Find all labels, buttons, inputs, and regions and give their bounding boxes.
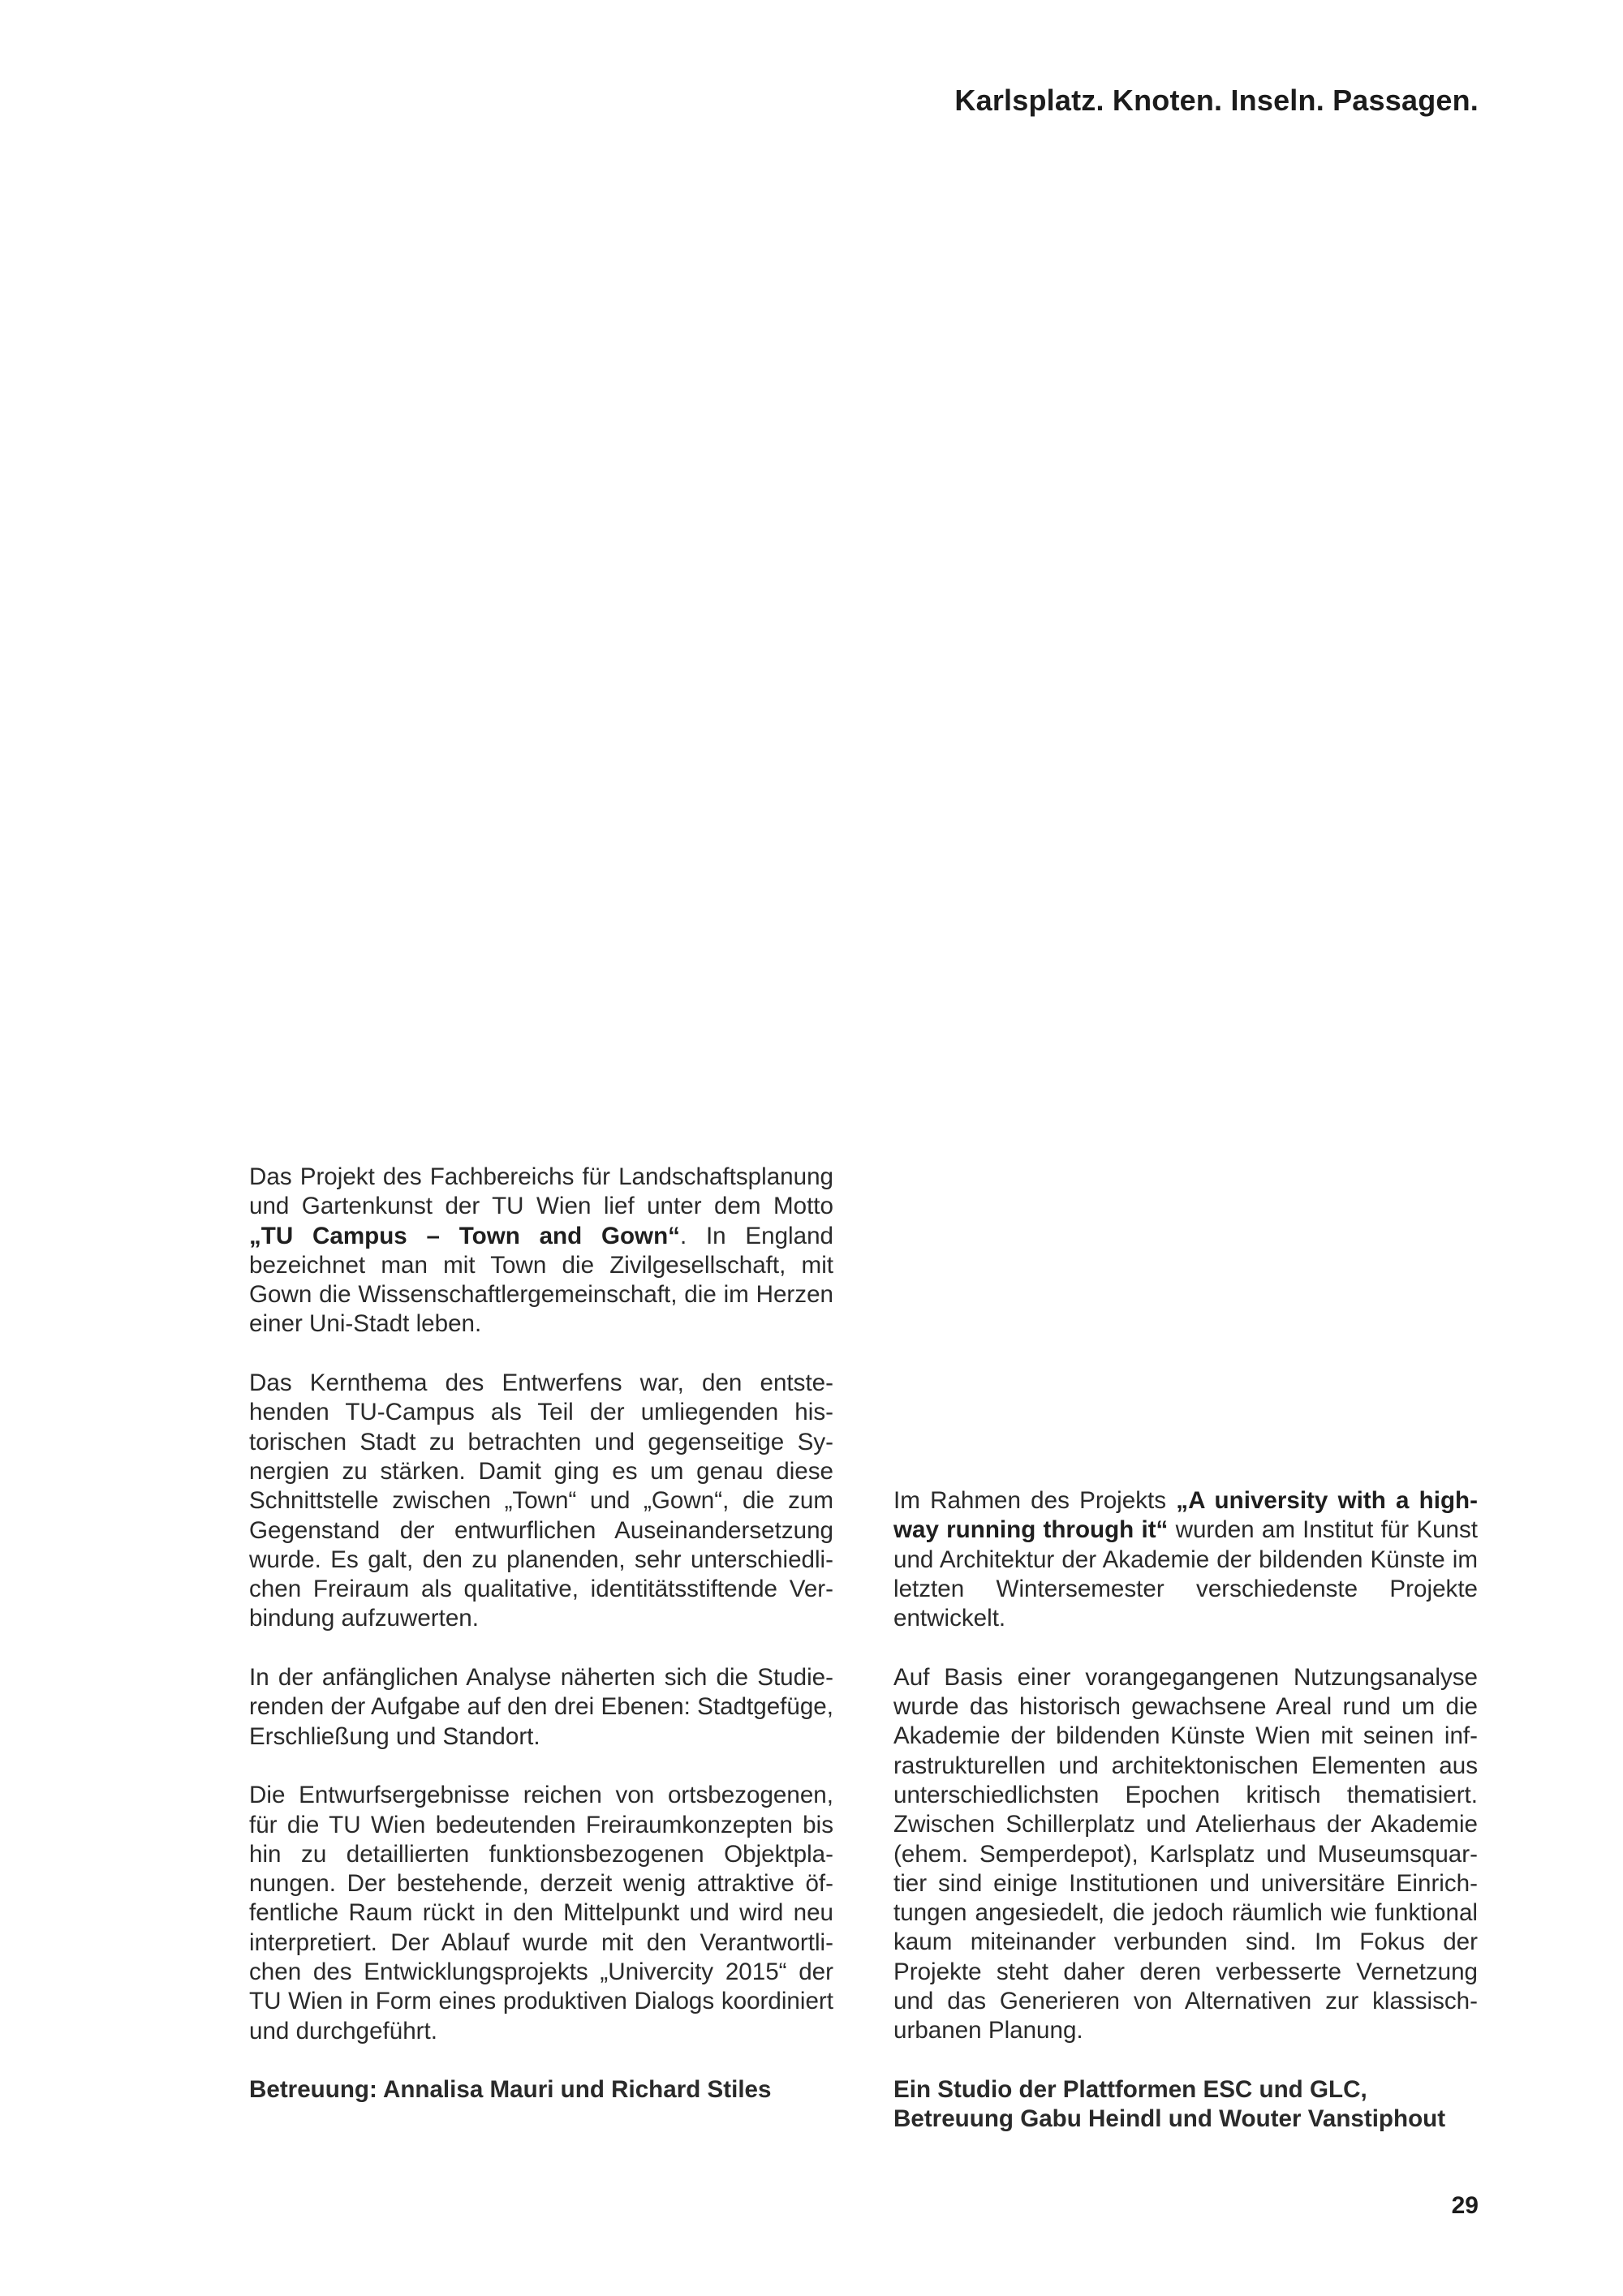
right-paragraph-analysis: Auf Basis einer vorangegangenen Nutzungsanalyse wurde das historisch gewachsene Areal rund um die Akademie der bildenden Künste Wien mit seinen infrastrukturellen und architektonischen Elementen aus unterschiedlichsten Epochen kritisch thematisiert. Zwischen Schillerplatz und Atelierhaus der Akademie (ehem. Semperdepot), Karlsplatz und Museumsquartier sind einige Institutionen und universitäre Einrichtungen angesiedelt, die jedoch räumlich wie funktional kaum miteinander verbunden sind. Im Fokus der Projekte steht daher deren verbesserte Vernetzung und das Generieren von Alternativen zur klassisch-urbanen Planung. — [893, 1663, 1478, 2044]
right-credit-line-2: Betreuung Gabu Heindl und Wouter Vanstiphout — [893, 2105, 1446, 2133]
left-text-column — [249, 1163, 833, 2105]
left-paragraph-intro — [249, 1163, 833, 1339]
right-paragraph-intro-text-b: wurden am Institut für Kunst und Architektur der Akademie der bildenden Künste im letzten Wintersemester verschiedenste Projekte entwickelt. — [893, 1516, 1479, 1632]
right-credit — [893, 2075, 1478, 2135]
left-paragraph-results: Die Entwurfsergebnisse reichen von ortsbezogenen, für die TU Wien bedeutenden Freiraumkonzepten bis hin zu detaillierten funktionsbezogenen Objektplanungen. Der bestehende, derzeit wenig attraktive öffentliche Raum rückt in den Mittelpunkt und wird neu interpretiert. Der Ablauf wurde mit den Verantwortlichen des Entwicklungsprojekts „Univercity 2015“ der TU Wien in Form eines produktiven Dialogs koordiniert und durchgeführt. — [249, 1782, 833, 2044]
left-paragraph-core-theme: Das Kernthema des Entwerfens war, den entstehenden TU-Campus als Teil der umliegenden historischen Stadt zu betrachten und gegenseitige Synergien zu stärken. Damit ging es um genau diese Schnittstelle zwischen „Town“ und „Gown“, die zum Gegenstand der entwurflichen Auseinandersetzung wurde. Es galt, den zu planenden, sehr unterschiedlichen Freiraum als qualitative, identitätsstiftende Verbindung aufzuwerten. — [249, 1369, 833, 1632]
page-number: 29 — [1451, 2192, 1479, 2219]
page-header-title: Karlsplatz. Knoten. Inseln. Passagen. — [954, 84, 1479, 117]
right-paragraph-intro — [893, 1486, 1478, 1633]
left-paragraph-intro-text-a: Das Projekt des Fachbereichs für Landschaftsplanung und Gartenkunst der TU Wien lief unter dem Motto — [249, 1163, 833, 1220]
right-text-column — [893, 1486, 1478, 2135]
left-paragraph-intro-text-b: . In England bezeichnet man mit Town die Zivilgesellschaft, mit Gown die Wissenschaftlergemeinschaft, die im Herzen einer Uni-Stadt leben. — [249, 1222, 833, 1338]
left-paragraph-analysis: In der anfänglichen Analyse näherten sich die Studierenden der Aufgabe auf den drei Ebenen: Stadtgefüge, Erschließung und Standort. — [249, 1664, 833, 1750]
right-paragraph-intro-text-a: Im Rahmen des Projekts — [893, 1487, 1177, 1514]
left-credit: Betreuung: Annalisa Mauri und Richard Stiles — [249, 2076, 772, 2104]
right-credit-line-1: Ein Studio der Plattformen ESC und GLC, — [893, 2075, 1367, 2103]
motto-title: „TU Campus – Town and Gown“ — [249, 1222, 680, 1249]
project-title: „A university with a highway running through it“ — [893, 1487, 1478, 1544]
